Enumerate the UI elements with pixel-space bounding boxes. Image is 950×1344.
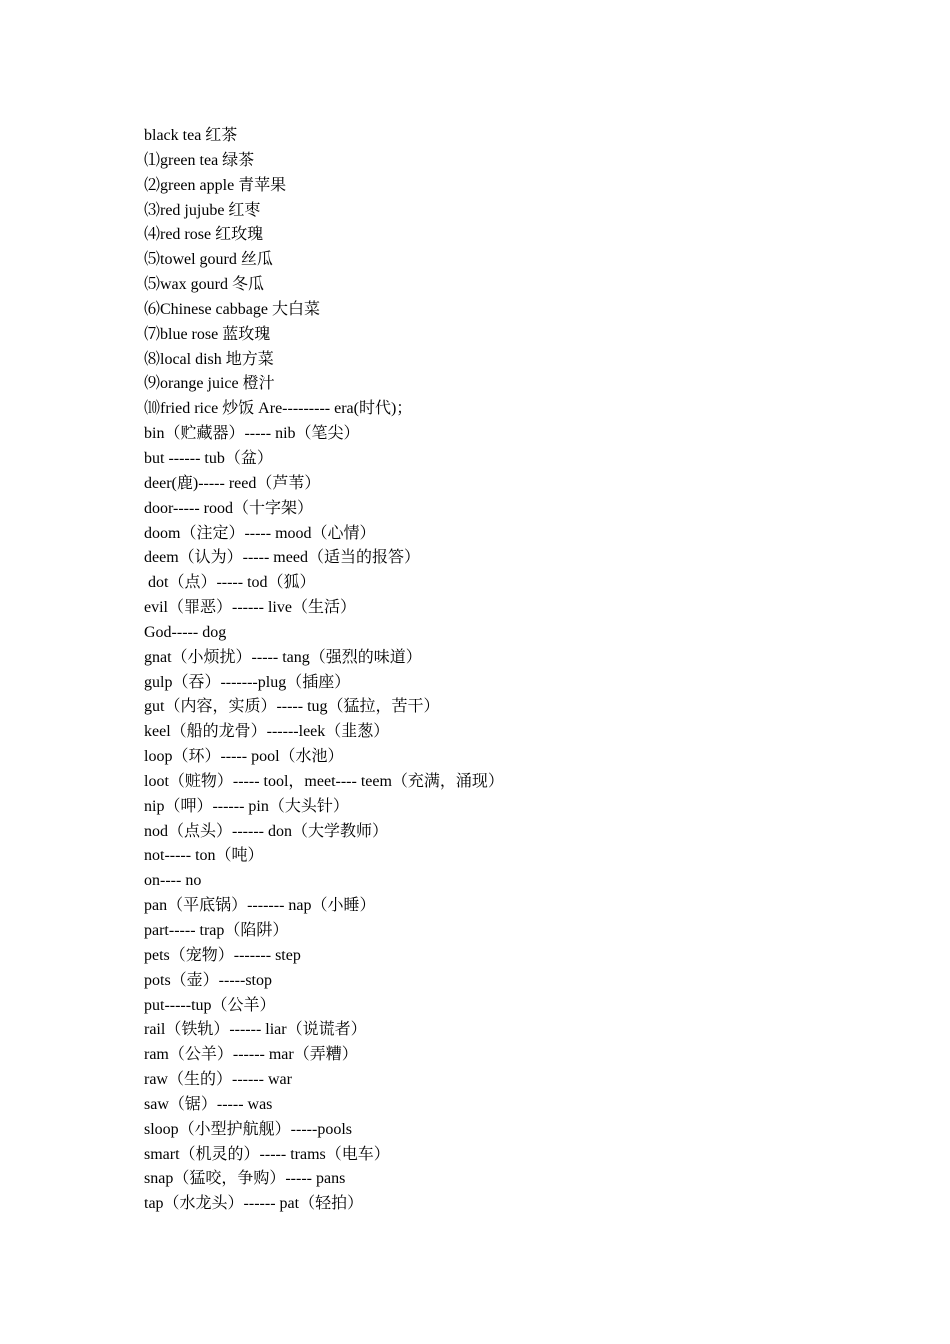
list-line: ⑸wax gourd 冬瓜 — [144, 276, 264, 294]
list-line: gnat（小烦扰）----- tang（强烈的味道） — [144, 648, 422, 666]
list-line: ⑶red jujube 红枣 — [144, 201, 261, 219]
list-line: saw（锯）----- was — [144, 1095, 273, 1113]
list-line: keel（船的龙骨）------leek（韭葱） — [144, 723, 390, 741]
list-line: not----- ton（吨） — [144, 847, 264, 865]
list-line: ⑼orange juice 橙汁 — [144, 375, 275, 393]
list-line: snap（猛咬，争购）----- pans — [144, 1170, 346, 1188]
list-line: ⑷red rose 红玫瑰 — [144, 226, 264, 244]
list-line: ⑻local dish 地方菜 — [144, 350, 274, 368]
list-line: pan（平底锅）------- nap（小睡） — [144, 897, 376, 915]
list-line: deer(鹿)----- reed（芦苇） — [144, 474, 321, 492]
list-line: evil（罪恶）------ live（生活） — [144, 599, 356, 617]
list-line: bin（贮藏器）----- nib（笔尖） — [144, 425, 360, 443]
list-line: nip（呷）------ pin（大头针） — [144, 797, 349, 815]
list-line: ⑺blue rose 蓝玫瑰 — [144, 325, 271, 343]
list-line: gulp（吞）-------plug（插座） — [144, 673, 351, 691]
list-line: gut（内容，实质）----- tug（猛拉，苦干） — [144, 698, 440, 716]
list-line: dot（点）----- tod（狐） — [144, 574, 316, 592]
list-line: deem（认为）----- meed（适当的报答） — [144, 549, 420, 567]
list-line: pots（壶）-----stop — [144, 971, 272, 989]
list-line: loop（环）----- pool（水池） — [144, 748, 344, 766]
list-line: ⑽fried rice 炒饭 Are--------- era(时代)； — [144, 400, 413, 418]
list-line: ram（公羊）------ mar（弄糟） — [144, 1046, 358, 1064]
list-line: ⑵green apple 青苹果 — [144, 176, 287, 194]
list-line: doom（注定）----- mood（心情） — [144, 524, 376, 542]
list-line: tap（水龙头）------ pat（轻拍） — [144, 1195, 364, 1213]
list-line: but ------ tub（盆） — [144, 449, 273, 467]
list-line: God----- dog — [144, 623, 227, 641]
word-list — [144, 124, 864, 1217]
list-line: part----- trap（陷阱） — [144, 922, 289, 939]
list-line: sloop（小型护航舰）-----pools — [144, 1120, 352, 1138]
list-line: ⑴green tea 绿茶 — [144, 151, 255, 169]
list-line: ⑸towel gourd 丝瓜 — [144, 251, 273, 269]
list-line: put-----tup（公羊） — [144, 996, 276, 1014]
list-line: loot（赃物）----- tool，meet---- teem（充满，涌现） — [144, 772, 504, 790]
list-line: rail（铁轨）------ liar（说谎者） — [144, 1021, 367, 1039]
list-line: black tea 红茶 — [144, 127, 238, 144]
list-line: pets（宠物）------- step — [144, 946, 301, 964]
list-line: on---- no — [144, 872, 202, 890]
list-line: smart（机灵的）----- trams（电车） — [144, 1145, 390, 1163]
list-line: raw（生的）------ war — [144, 1071, 292, 1089]
list-line: door----- rood（十字架） — [144, 499, 313, 517]
list-line: nod（点头）------ don（大学教师） — [144, 822, 388, 840]
list-line: ⑹Chinese cabbage 大白菜 — [144, 300, 320, 318]
